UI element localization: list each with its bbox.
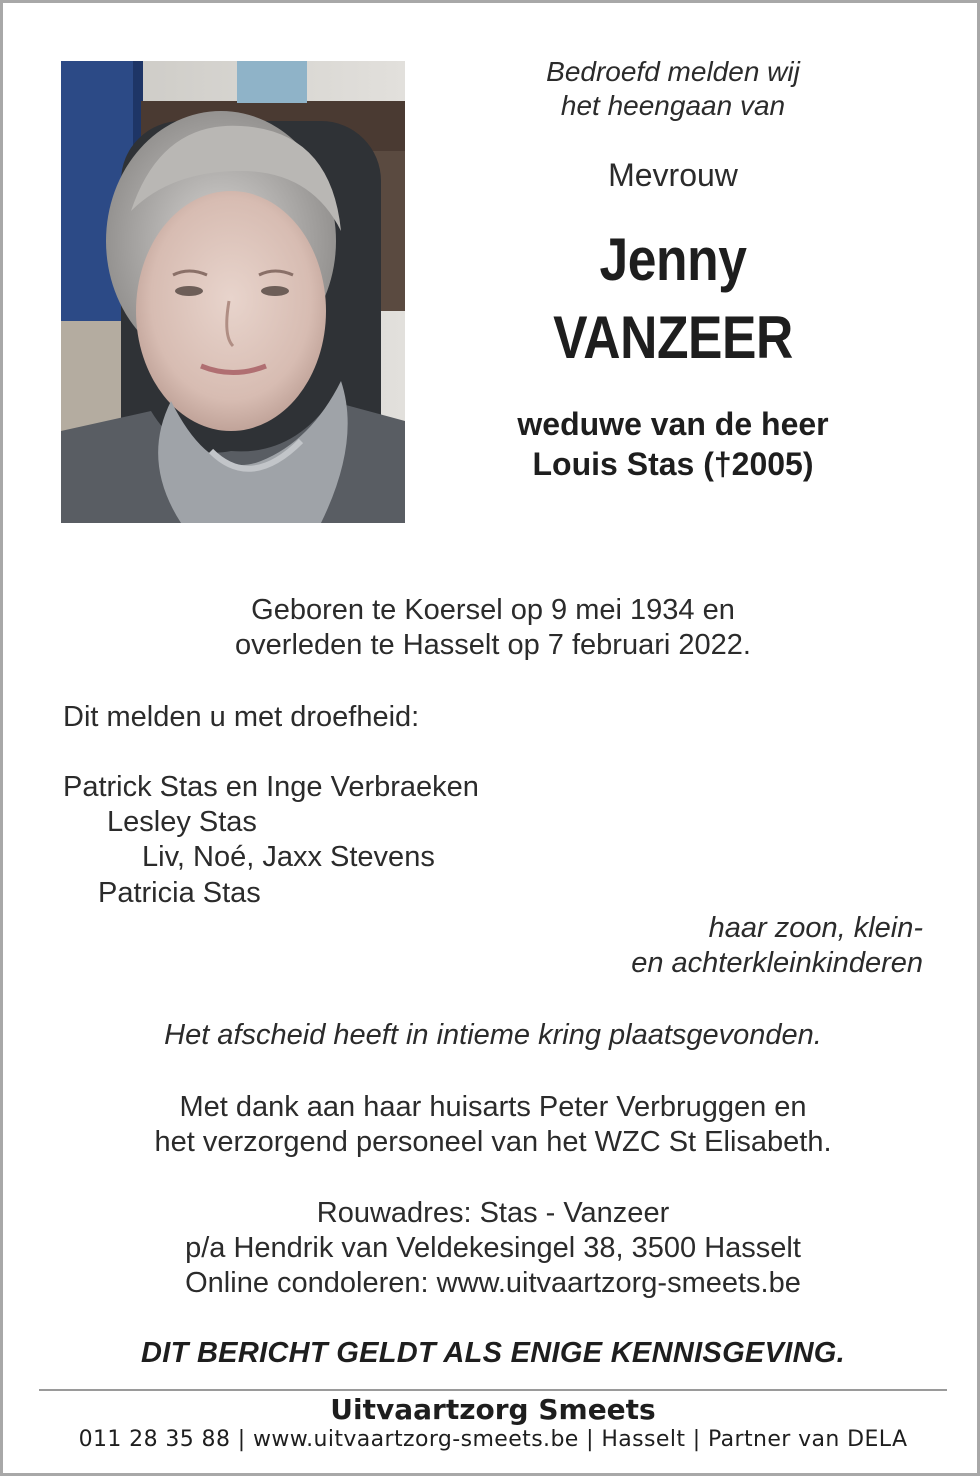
- address-line-2: p/a Hendrik van Veldekesingel 38, 3500 Hasselt: [185, 1232, 801, 1264]
- birth-death-info: [43, 593, 943, 663]
- funeral-home-contact: 011 28 35 88 | www.uitvaartzorg-smeets.be | Hasselt | Partner van DELA: [78, 1427, 908, 1452]
- funeral-home-name: Uitvaartzorg Smeets: [330, 1393, 656, 1426]
- portrait-photo: [61, 61, 405, 523]
- footer-divider: [39, 1389, 947, 1391]
- family-member: Patrick Stas en Inge Verbraeken: [63, 771, 479, 803]
- farewell-text: Het afscheid heeft in intieme kring plaatsgevonden.: [164, 1019, 822, 1051]
- honorific: Mevrouw: [608, 157, 738, 193]
- thanks-line-1: Met dank aan haar huisarts Peter Verbruggen en: [179, 1091, 807, 1123]
- relation-text: [503, 911, 923, 981]
- notice-text: DIT BERICHT GELDT ALS ENIGE KENNISGEVING.: [140, 1337, 846, 1369]
- family-member: Lesley Stas: [107, 806, 257, 838]
- mourning-address: [43, 1196, 943, 1301]
- announcers-intro: Dit melden u met droefheid:: [63, 701, 420, 733]
- relation-line-1: haar zoon, klein-: [708, 912, 923, 944]
- birth-line: Geboren te Koersel op 9 mei 1934 en: [251, 594, 735, 626]
- address-line-1: Rouwadres: Stas - Vanzeer: [316, 1197, 670, 1229]
- intro-line-1: Bedroefd melden wij: [546, 56, 800, 87]
- intro-text: [463, 55, 883, 123]
- address-line-3: Online condoleren: www.uitvaartzorg-smeets.be: [185, 1267, 801, 1299]
- intro-line-2: het heengaan van: [560, 90, 786, 121]
- spouse-info: [463, 404, 883, 484]
- spouse-line-2: Louis Stas (†2005): [532, 446, 814, 482]
- relation-line-2: en achterkleinkinderen: [631, 947, 923, 979]
- spouse-line-1: weduwe van de heer: [517, 406, 829, 442]
- last-name: VANZEER: [553, 304, 793, 371]
- first-name: Jenny: [599, 226, 747, 293]
- thanks-text: [43, 1090, 943, 1160]
- thanks-line-2: het verzorgend personeel van het WZC St Elisabeth.: [154, 1126, 832, 1158]
- family-member: Liv, Noé, Jaxx Stevens: [142, 841, 435, 873]
- death-line: overleden te Hasselt op 7 februari 2022.: [235, 629, 751, 661]
- family-member: Patricia Stas: [98, 877, 261, 909]
